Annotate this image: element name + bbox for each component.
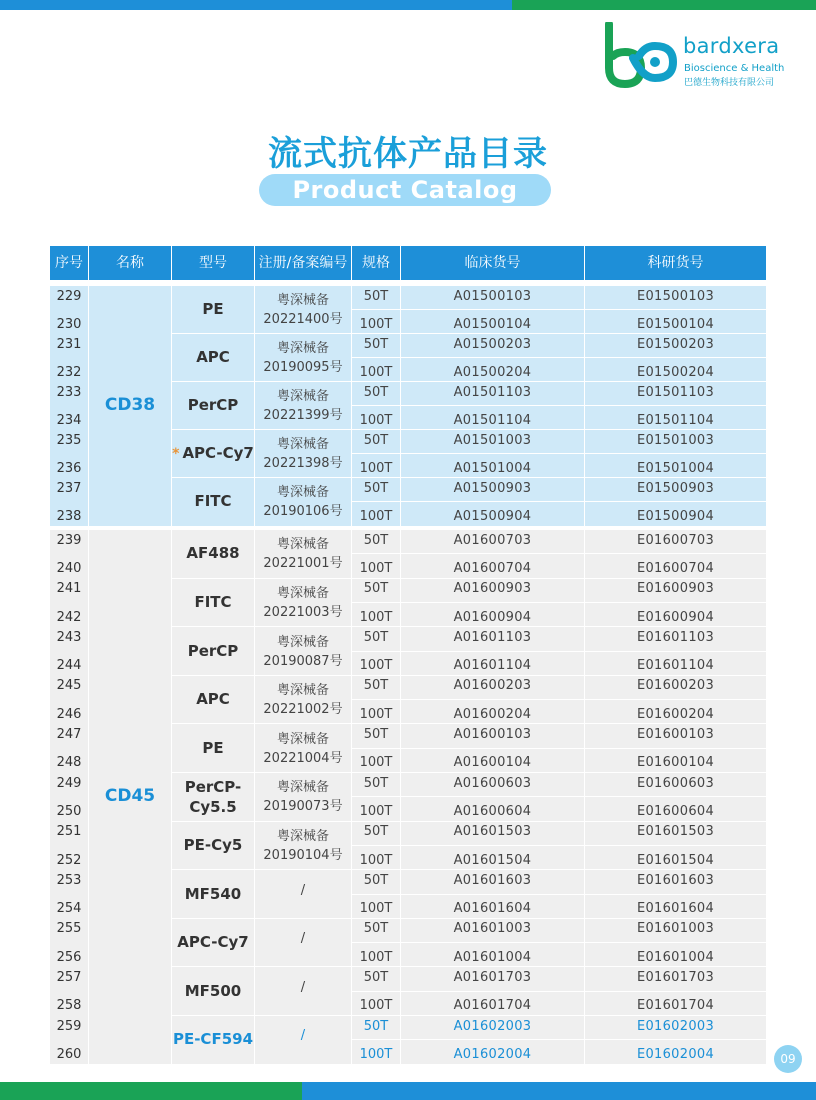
row-divider	[352, 699, 766, 700]
sequence-number: 255	[56, 921, 82, 937]
spec-value: 50T	[363, 775, 389, 791]
registration-line: 20190106号	[263, 504, 343, 519]
research-code: E01600104	[636, 755, 715, 771]
registration-number	[255, 881, 351, 900]
row-divider	[352, 894, 766, 895]
model-name: APC-Cy7	[177, 933, 249, 952]
spec-value: 50T	[363, 432, 389, 448]
model-name: PE-Cy5	[183, 835, 243, 854]
sequence-number: 233	[56, 384, 82, 400]
row-divider	[352, 1015, 766, 1016]
registration-line: 20221004号	[263, 750, 343, 766]
model-name: PerCP	[187, 641, 239, 660]
bottom-bar-blue-segment	[302, 1082, 816, 1100]
sequence-number: 246	[56, 706, 82, 722]
registration-line: /	[300, 1028, 306, 1044]
model-name: PerCP-Cy5.5	[184, 778, 242, 817]
row-divider	[352, 405, 766, 406]
research-code: E01600603	[636, 775, 715, 791]
research-code: E01600203	[636, 678, 715, 694]
registration-line: 20190087号	[263, 653, 343, 669]
row-divider	[352, 381, 766, 382]
bx-logo-icon	[603, 22, 679, 88]
spec-value: 100T	[359, 460, 393, 476]
spec-value: 100T	[359, 755, 393, 771]
row-divider	[352, 869, 766, 870]
registration-line: 20190073号	[263, 799, 343, 815]
model-name: AF488	[186, 544, 240, 563]
model-name	[172, 443, 254, 464]
model-name: PerCP	[187, 396, 239, 414]
sequence-number: 245	[56, 678, 82, 694]
registration-line: /	[300, 882, 306, 898]
clinical-code: A01500203	[453, 336, 532, 352]
spec-value: 50T	[363, 727, 389, 743]
catalog-table-header	[50, 246, 766, 280]
row-divider	[352, 918, 766, 919]
registration-number	[255, 633, 351, 671]
header-separator	[171, 246, 172, 280]
registration-line: 20221400号	[263, 312, 343, 327]
clinical-code: A01601603	[453, 872, 532, 888]
spec-value: 50T	[363, 872, 389, 888]
catalog-group-cd45	[50, 530, 766, 1064]
clinical-code: A01601503	[453, 824, 532, 840]
header-research: 科研货号	[647, 255, 704, 271]
model-name: MF540	[184, 884, 242, 903]
research-code: E01601603	[636, 872, 715, 888]
spec-value: 50T	[363, 336, 389, 352]
registration-line: 粤深械备	[276, 683, 329, 699]
clinical-code: A01601504	[453, 852, 532, 868]
header-separator	[88, 246, 89, 280]
sequence-number: 231	[56, 336, 82, 352]
registration-number	[255, 978, 351, 997]
sequence-number: 242	[56, 609, 82, 625]
sequence-number: 250	[56, 803, 82, 819]
clinical-code: A01501004	[453, 460, 532, 476]
sequence-number: 243	[56, 629, 82, 645]
clinical-code: A01600204	[453, 706, 532, 722]
header-reg: 注册/备案编号	[258, 255, 348, 271]
clinical-code: A01500204	[453, 364, 532, 380]
clinical-code: A01500904	[453, 508, 532, 524]
header-separator	[351, 246, 352, 280]
registration-line: 粤深械备	[276, 437, 329, 452]
sequence-number: 248	[56, 755, 82, 771]
row-divider	[352, 309, 766, 310]
row-divider	[352, 991, 766, 992]
sequence-number: 244	[56, 658, 82, 674]
registration-number	[255, 387, 351, 425]
spec-value: 100T	[359, 1046, 393, 1062]
research-code: E01601604	[636, 901, 715, 917]
clinical-code: A01501104	[453, 412, 532, 428]
registration-number	[255, 435, 351, 473]
spec-value: 100T	[359, 852, 393, 868]
row-divider	[352, 553, 766, 554]
sequence-number: 258	[56, 998, 82, 1014]
registration-line: /	[300, 979, 306, 995]
model-name-text: APC-Cy7	[182, 444, 254, 462]
clinical-code: A01600203	[453, 678, 532, 694]
research-code: E01602003	[636, 1018, 715, 1034]
model-name: MF500	[184, 981, 242, 1000]
spec-value: 50T	[363, 1018, 389, 1034]
spec-value: 100T	[359, 803, 393, 819]
research-code: E01601704	[636, 998, 715, 1014]
row-divider	[352, 796, 766, 797]
registration-line: /	[300, 931, 306, 947]
research-code: E01601104	[636, 658, 715, 674]
registration-line: 粤深械备	[276, 485, 329, 500]
model-name: FITC	[194, 592, 232, 611]
spec-value: 50T	[363, 288, 389, 304]
registration-line: 粤深械备	[276, 293, 329, 308]
clinical-code: A01500103	[453, 288, 532, 304]
research-code: E01500203	[636, 336, 715, 352]
clinical-code: A01501103	[453, 384, 532, 400]
row-divider	[352, 429, 766, 430]
research-code: E01500204	[636, 364, 715, 380]
model-name: APC	[196, 348, 230, 366]
research-code: E01500904	[636, 508, 715, 524]
clinical-code: A01600904	[453, 609, 532, 625]
clinical-code: A01600104	[453, 755, 532, 771]
clinical-code: A01601104	[453, 658, 532, 674]
group-name: CD45	[104, 786, 156, 807]
spec-value: 100T	[359, 706, 393, 722]
registration-number	[255, 584, 351, 622]
header-separator	[254, 246, 255, 280]
spec-value: 100T	[359, 316, 393, 332]
clinical-code: A01501003	[453, 432, 532, 448]
registration-number	[255, 1026, 351, 1045]
registration-line: 20190095号	[263, 360, 343, 375]
research-code: E01501003	[636, 432, 715, 448]
sequence-number: 236	[56, 460, 82, 476]
spec-value: 100T	[359, 658, 393, 674]
registration-line: 粤深械备	[276, 634, 329, 650]
spec-value: 100T	[359, 998, 393, 1014]
sequence-number: 249	[56, 775, 82, 791]
clinical-code: A01602003	[453, 1018, 532, 1034]
registration-number	[255, 827, 351, 865]
row-divider	[352, 821, 766, 822]
model-name: APC	[196, 690, 230, 709]
spec-value: 50T	[363, 581, 389, 597]
row-divider	[352, 675, 766, 676]
clinical-code: A01500104	[453, 316, 532, 332]
row-divider	[352, 723, 766, 724]
research-code: E01501004	[636, 460, 715, 476]
row-divider	[352, 453, 766, 454]
registration-number	[255, 535, 351, 573]
spec-value: 50T	[363, 384, 389, 400]
clinical-code: A01601604	[453, 901, 532, 917]
spec-value: 100T	[359, 949, 393, 965]
sequence-number: 235	[56, 432, 82, 448]
registration-line: 20221001号	[263, 556, 343, 572]
registration-number	[255, 929, 351, 948]
sequence-number: 241	[56, 581, 82, 597]
header-separator	[400, 246, 401, 280]
header-name: 名称	[116, 255, 144, 271]
row-divider	[352, 357, 766, 358]
top-color-bar	[0, 0, 816, 10]
clinical-code: A01600903	[453, 581, 532, 597]
research-code: E01600903	[636, 581, 715, 597]
research-code: E01601103	[636, 629, 715, 645]
research-code: E01601504	[636, 852, 715, 868]
clinical-code: A01600704	[453, 560, 532, 576]
brand-logo	[603, 22, 793, 88]
group-name: CD38	[104, 395, 156, 415]
research-code: E01501104	[636, 412, 715, 428]
registration-line: 粤深械备	[276, 341, 329, 356]
row-divider	[352, 845, 766, 846]
research-code: E01600103	[636, 727, 715, 743]
spec-value: 50T	[363, 532, 389, 548]
model-name: FITC	[194, 492, 232, 510]
spec-value: 50T	[363, 629, 389, 645]
clinical-code: A01601704	[453, 998, 532, 1014]
row-divider	[352, 651, 766, 652]
clinical-code: A01602004	[453, 1046, 532, 1062]
brand-company-cn: 巴德生物科技有限公司	[684, 78, 775, 88]
clinical-code: A01600703	[453, 532, 532, 548]
page-title-en: Product Catalog	[259, 174, 551, 206]
sequence-number: 256	[56, 949, 82, 965]
clinical-code: A01600103	[453, 727, 532, 743]
registration-number	[255, 681, 351, 719]
research-code: E01601703	[636, 970, 715, 986]
spec-value: 50T	[363, 921, 389, 937]
brand-name: bardxera	[683, 34, 780, 58]
spec-value: 100T	[359, 901, 393, 917]
registration-line: 粤深械备	[276, 780, 329, 796]
row-divider	[352, 477, 766, 478]
sequence-number: 259	[56, 1018, 82, 1034]
header-model: 型号	[199, 255, 227, 271]
clinical-code: A01600603	[453, 775, 532, 791]
header-separator	[584, 246, 585, 280]
research-code: E01600904	[636, 609, 715, 625]
row-divider	[352, 1039, 766, 1040]
catalog-group-cd38	[50, 286, 766, 526]
clinical-code: A01601703	[453, 970, 532, 986]
row-divider	[352, 501, 766, 502]
registration-line: 粤深械备	[276, 537, 329, 553]
row-divider	[352, 578, 766, 579]
sequence-number: 232	[56, 364, 82, 380]
registration-number	[255, 778, 351, 816]
sequence-number: 240	[56, 560, 82, 576]
sequence-number: 239	[56, 532, 82, 548]
sequence-number: 257	[56, 970, 82, 986]
header-seq: 序号	[55, 255, 83, 271]
research-code: E01600204	[636, 706, 715, 722]
research-code: E01601004	[636, 949, 715, 965]
row-divider	[352, 942, 766, 943]
spec-value: 50T	[363, 480, 389, 496]
research-code: E01600703	[636, 532, 715, 548]
row-divider	[352, 966, 766, 967]
sequence-number: 229	[56, 288, 82, 304]
row-divider	[352, 748, 766, 749]
registration-number	[255, 291, 351, 329]
sequence-number: 253	[56, 872, 82, 888]
sequence-number: 247	[56, 727, 82, 743]
spec-value: 100T	[359, 560, 393, 576]
research-code: E01600604	[636, 803, 715, 819]
model-name: PE	[202, 738, 224, 757]
registration-number	[255, 730, 351, 768]
top-bar-green-segment	[512, 0, 816, 10]
research-code: E01500103	[636, 288, 715, 304]
header-clinical: 临床货号	[464, 255, 521, 271]
research-code: E01601003	[636, 921, 715, 937]
research-code: E01501103	[636, 384, 715, 400]
top-bar-blue-segment	[0, 0, 512, 10]
registration-line: 粤深械备	[276, 828, 329, 844]
registration-line: 粤深械备	[276, 389, 329, 404]
registration-number	[255, 339, 351, 377]
row-divider	[352, 772, 766, 773]
row-divider	[352, 602, 766, 603]
page-title-cn: 流式抗体产品目录	[268, 134, 548, 174]
registration-line: 20190104号	[263, 847, 343, 863]
research-code: E01500903	[636, 480, 715, 496]
sequence-number: 252	[56, 852, 82, 868]
sequence-number: 234	[56, 412, 82, 428]
registration-line: 20221399号	[263, 408, 343, 423]
registration-number	[255, 483, 351, 521]
row-divider	[352, 333, 766, 334]
bottom-bar-green-segment	[0, 1082, 302, 1100]
row-divider	[352, 626, 766, 627]
clinical-code: A01601103	[453, 629, 532, 645]
sequence-number: 251	[56, 824, 82, 840]
sequence-number: 237	[56, 480, 82, 496]
bottom-color-bar	[0, 1082, 816, 1100]
sequence-number: 254	[56, 901, 82, 917]
spec-value: 100T	[359, 508, 393, 524]
star-marker: *	[172, 446, 180, 462]
registration-line: 粤深械备	[276, 731, 329, 747]
research-code: E01600704	[636, 560, 715, 576]
research-code: E01500104	[636, 316, 715, 332]
registration-line: 粤深械备	[276, 585, 329, 601]
model-name: PE	[202, 300, 224, 318]
research-code: E01601503	[636, 824, 715, 840]
registration-line: 20221003号	[263, 604, 343, 620]
registration-line: 20221002号	[263, 702, 343, 718]
sequence-number: 260	[56, 1046, 82, 1062]
clinical-code: A01500903	[453, 480, 532, 496]
spec-value: 50T	[363, 970, 389, 986]
model-name: PE-CF594	[172, 1030, 254, 1049]
sequence-number: 238	[56, 508, 82, 524]
spec-value: 100T	[359, 412, 393, 428]
clinical-code: A01600604	[453, 803, 532, 819]
page-number: 09	[774, 1045, 802, 1073]
spec-value: 100T	[359, 364, 393, 380]
spec-value: 50T	[363, 678, 389, 694]
clinical-code: A01601003	[453, 921, 532, 937]
brand-tagline: Bioscience & Health	[684, 63, 785, 74]
spec-value: 100T	[359, 609, 393, 625]
research-code: E01602004	[636, 1046, 715, 1062]
spec-value: 50T	[363, 824, 389, 840]
header-spec: 规格	[362, 255, 390, 271]
registration-line: 20221398号	[263, 456, 343, 471]
sequence-number: 230	[56, 316, 82, 332]
clinical-code: A01601004	[453, 949, 532, 965]
